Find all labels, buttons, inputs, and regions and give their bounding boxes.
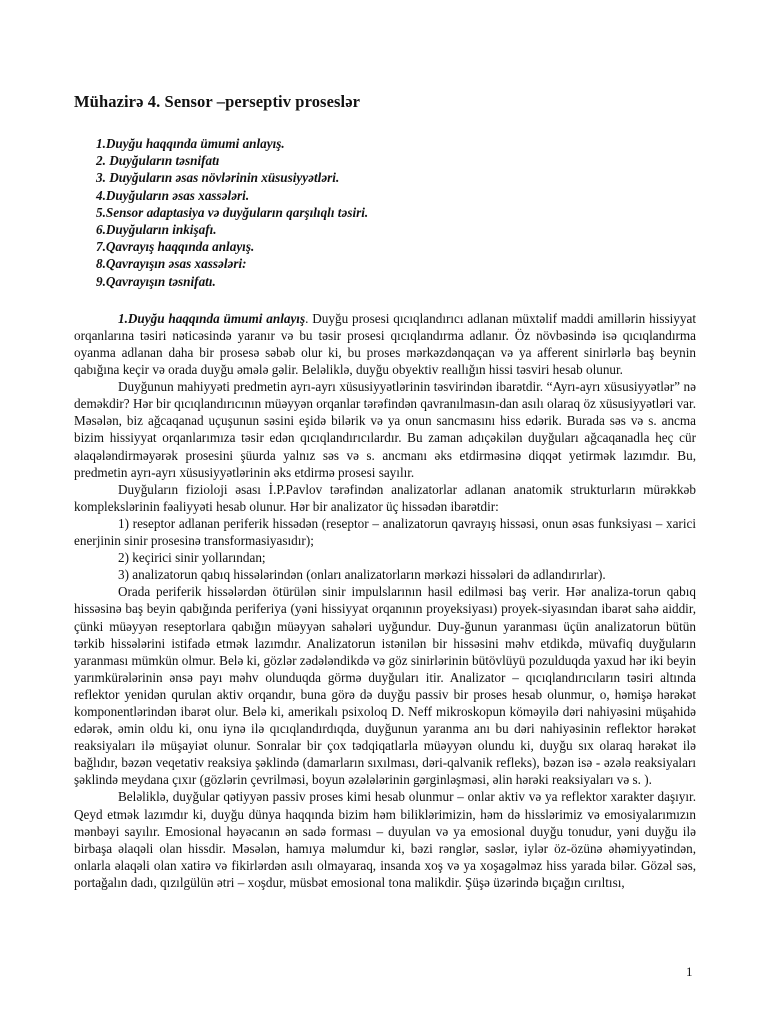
toc-item: 5.Sensor adaptasiya və duyğuların qarşılıqlı təsiri.: [96, 204, 369, 220]
section-heading: 1.Duyğu haqqında ümumi anlayış: [118, 310, 306, 326]
toc-item: 6.Duyğuların inkişafı.: [96, 222, 217, 238]
toc-item: 9.Qavrayışın təsnifatı.: [96, 273, 216, 289]
table-of-contents: [96, 135, 696, 290]
paragraph: 2) keçirici sinir yollarından;: [118, 550, 266, 566]
paragraph: Duyğunun mahiyyəti predmetin ayrı-ayrı xüsusiyyətlərinin təsvirindən ibarətdir. “Ayrı-ayrı xüsusiyyətlər” nə deməkdir? Hər bir qıcıqlandırıcının müəyyən orqanlar tərəfindən qavranılmasın-dan asılı olaraq öz xüsusiyyətləri var. Məsələn, biz ağcaqanad uçuşunun səsini eşidə bilərik və ya onun sancmasını hiss edərik. Burada səs və s. ancma bizim hissiyyat orqanlarımıza təsir edən qıcıqlandırıcılardır. Bu zaman adıçəkilən duyğuları ağcaqanadla heç cür əlaqələndirməyərək prosesini şüurda yalnız səs və s. ancmanı əks etdirməsinə diqqət yetirmək lazımdır. Bu, predmetin ayrı-ayrı xüsusiyyətlərinin əks etdirmə prosesi sayılır.: [74, 379, 696, 480]
paragraph: [74, 310, 696, 378]
paragraph: 1) reseptor adlanan periferik hissədən (reseptor – analizatorun qavrayış hissəsi, onun əsas funksiyası – xarici enerjinin sinir prosesinə transformasiyasıdır);: [74, 515, 696, 549]
toc-item: 7.Qavrayış haqqında anlayış.: [96, 239, 255, 255]
paragraph-text: . Duyğu prosesi qıcıqlandırıcı adlanan müxtəlif maddi amillərin hissiyyat orqanlarına təsiri nəticəsində yaranır və bu təsir prosesi qıcıqlandırma adlanır. Öz növbəsində isə qıcıqlandırma oyanma adlanan daha bir prosesə səbəb olur ki, bu proses mərkəzdənqaçan və ya afferent sinirlərlə baş beynin qabığına keçir və orada duyğu əmələ gəlir. Beləliklə, duyğu obyektiv reallığın hissi təsviri hesab olunur.: [74, 310, 697, 378]
paragraph: Duyğuların fizioloji əsası İ.P.Pavlov tərəfindən analizatorlar adlanan anatomik strukturların mürəkkəb komplekslərinin fəaliyyəti hesab olunur. Hər bir analizator üç hissədən ibarətdir:: [74, 481, 696, 514]
document-page: [74, 92, 696, 891]
toc-item: 4.Duyğuların əsas xassələri.: [96, 187, 250, 203]
toc-item: 3. Duyğuların əsas növlərinin xüsusiyyətləri.: [96, 170, 340, 186]
paragraph: Beləliklə, duyğular qətiyyən passiv proses kimi hesab olunmur – onlar aktiv və ya reflektor xarakter daşıyır. Qeyd etmək lazımdır ki, duyğu dünya haqqında bizim həm biliklərimizin, həm də hisslərimiz və emosiyalarımızın mənbəyi sayılır. Emosional həyəcanın ən sadə forması – duyulan və ya emosional duyğu tonudur, yəni duyğu ilə birbaşa əlaqəli olan hissdir. Məsələn, hamıya məlumdur ki, bəzi rənglər, səslər, iylər öz-özünə əhəmiyyətindən, onlarla əlaqəli olan xatirə və fikirlərdən asılı olmayaraq, insanda xoş və ya xoşagəlməz hiss yarada bilər. Gözəl səs, portağalın dadı, qızılgülün ətri – xoşdur, müsbət emosional tona malikdir. Şüşə üzərində bıçağın cırıltısı,: [74, 789, 696, 890]
toc-item: 2. Duyğuların təsnifatı: [96, 153, 220, 169]
toc-item: 8.Qavrayışın əsas xassələri:: [96, 256, 247, 272]
paragraph: Orada periferik hissələrdən ötürülən sinir impulslarının hasil edilməsi baş verir. Hər analiza-torun qabıq hissəsinə baş beyin qabığında periferiya (yəni hissiyyat orqanının proyeksiyası) proyek-siyasından ibarət sahə aiddir, çünki müəyyən reseptorlara qabığın müəyyən sahələri uyğundur. Duy-ğunun yaranması üçün analizatorun bütün tərkib hissələrini istifadə etmək lazımdır. Analizatorun istənilən bir hissəsini məhv etdikdə, müvafiq duyğuların yaranması mümkün olmur. Belə ki, gözlər zədələndikdə və göz sinirlərinin bütövlüyü pozulduqda yaxud hər iki beyin yarımkürələrinin ənsə payı məhv olunduqda görmə duyğuları itir. Analizator – qıcıqlandırıcıların təsiri altında reflektor yenidən qurulan aktiv orqandır, buna görə də duyğu passiv bir proses hesab olunmur, o, həmişə hərəkət komponentlərindən ibarət olur. Belə ki, amerikalı psixoloq D. Neff mikroskopun köməyilə dəri nahiyəsini müşahidə edərək, əmin oldu ki, onu iynə ilə qıcıqlandırdıqda, duyğunun yaranma anı bu dəri nahiyəsinin reflektor hərəkət reaksiyaları ilə müşayiət olunur. Sonralar bir çox tədqiqatlarla müəyyən olundu ki, duyğu sıx olaraq hərəkət ilə bağlıdır, bəzən veqetativ reaksiya şəklində (damarların sıxılması, dəri-qalvanik refleks), bəzən isə - əzələ reaksiyaları şəklində meydana çıxır (gözlərin çevrilməsi, boyun əzələlərinin gərginləşməsi, əlin hərəki reaksiyaları və s. ).: [74, 584, 696, 788]
paragraph: 3) analizatorun qabıq hissələrindən (onları analizatorların mərkəzi hissələri də adlandırırlar).: [118, 567, 606, 583]
toc-item: 1.Duyğu haqqında ümumi anlayış.: [96, 136, 285, 151]
document-title: Mühazirə 4. Sensor –perseptiv proseslər: [74, 92, 361, 111]
page-number: 1: [686, 964, 693, 979]
body-text: [74, 310, 696, 891]
